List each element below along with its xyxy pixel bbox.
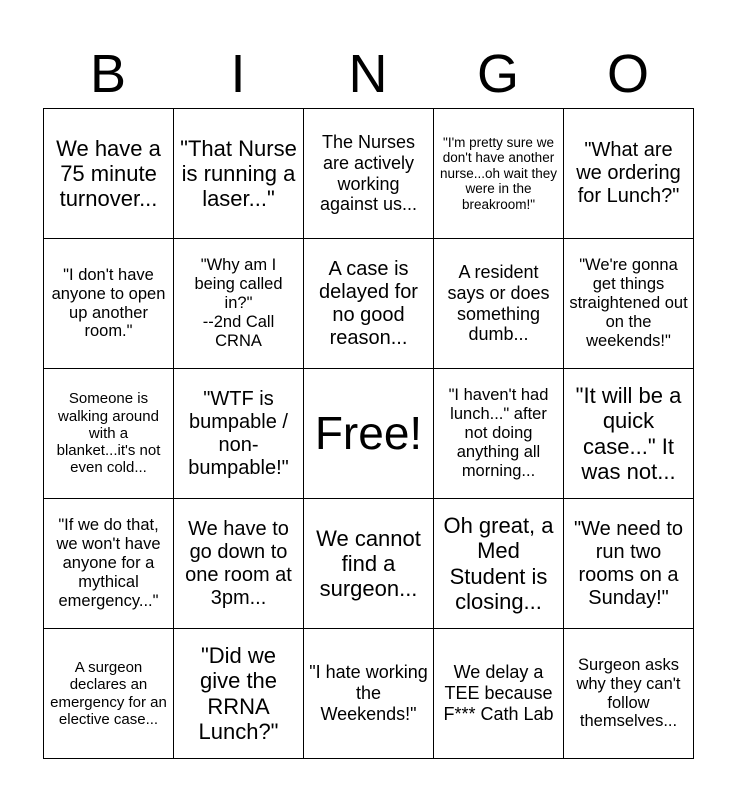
- bingo-cell-text: "Why am I being called in?" --2nd Call CRNA: [194, 256, 283, 350]
- bingo-cell-text: "What are we ordering for Lunch?": [576, 139, 681, 207]
- bingo-cell-text: A resident says or does something dumb...: [447, 262, 550, 345]
- bingo-cell[interactable]: [44, 239, 174, 369]
- bingo-cell-text: "WTF is bumpable / non-bumpable!": [188, 387, 289, 479]
- bingo-cell-text: "I hate working the Weekends!": [309, 662, 428, 724]
- bingo-cell[interactable]: [564, 239, 694, 369]
- bingo-cell[interactable]: [434, 369, 564, 499]
- bingo-cell-text: We have to go down to one room at 3pm...: [185, 517, 292, 609]
- bingo-header: [43, 40, 693, 108]
- bingo-row-4: [44, 499, 694, 629]
- bingo-cell[interactable]: [174, 369, 304, 499]
- bingo-cell-text: "Did we give the RRNA Lunch?": [198, 642, 279, 744]
- bingo-cell-text: Oh great, a Med Student is closing...: [443, 512, 554, 614]
- bingo-cell[interactable]: [434, 239, 564, 369]
- bingo-cell-text: The Nurses are actively working against us...: [319, 132, 418, 215]
- bingo-cell-text: We have a 75 minute turnover...: [56, 135, 161, 212]
- bingo-cell-text: We delay a TEE because F*** Cath Lab: [443, 662, 554, 724]
- header-letter-b: B: [89, 44, 127, 104]
- header-letter-i: I: [230, 44, 246, 104]
- bingo-row-1: [44, 109, 694, 239]
- bingo-cell-text: Surgeon asks why they can't follow themselves...: [576, 655, 681, 731]
- free-space-text: Free!: [314, 407, 423, 460]
- bingo-cell-text: "We're gonna get things straightened out on the weekends!": [569, 256, 688, 350]
- bingo-cell[interactable]: [304, 499, 434, 629]
- bingo-cell-text: "We need to run two rooms on a Sunday!": [573, 517, 684, 609]
- bingo-cell-text: "I'm pretty sure we don't have another nurse...oh wait they were in the breakroom!": [439, 134, 558, 212]
- bingo-card: [43, 108, 694, 759]
- bingo-cell[interactable]: [44, 499, 174, 629]
- bingo-cell[interactable]: [174, 629, 304, 759]
- bingo-cell-text: "That Nurse is running a laser...": [180, 135, 297, 212]
- bingo-cell-text: "I don't have anyone to open up another room.": [51, 265, 166, 341]
- bingo-row-2: [44, 239, 694, 369]
- bingo-cell[interactable]: [174, 499, 304, 629]
- bingo-cell[interactable]: [304, 109, 434, 239]
- bingo-cell[interactable]: [174, 239, 304, 369]
- header-letter-n: N: [348, 44, 388, 104]
- bingo-cell[interactable]: [434, 629, 564, 759]
- bingo-cell-text: "It will be a quick case..." It was not...: [575, 382, 682, 484]
- bingo-cell[interactable]: [44, 369, 174, 499]
- bingo-cell[interactable]: [434, 499, 564, 629]
- bingo-cell[interactable]: [564, 109, 694, 239]
- bingo-cell[interactable]: [304, 629, 434, 759]
- bingo-cell-text: We cannot find a surgeon...: [316, 525, 421, 602]
- bingo-cell[interactable]: [564, 629, 694, 759]
- bingo-row-5: [44, 629, 694, 759]
- bingo-cell-text: "If we do that, we won't have anyone for a mythical emergency...": [56, 516, 161, 610]
- header-letter-o: O: [606, 44, 649, 104]
- bingo-cell[interactable]: [564, 499, 694, 629]
- bingo-cell-text: A surgeon declares an emergency for an elective case...: [50, 659, 167, 728]
- bingo-cell[interactable]: [44, 109, 174, 239]
- bingo-cell[interactable]: [174, 109, 304, 239]
- bingo-cell-text: A case is delayed for no good reason...: [319, 257, 418, 349]
- header-letter-g: G: [476, 44, 519, 104]
- bingo-cell-text: "I haven't had lunch..." after not doing anything all morning...: [448, 386, 549, 480]
- bingo-cell[interactable]: [564, 369, 694, 499]
- free-space[interactable]: [304, 369, 434, 499]
- bingo-cell-text: Someone is walking around with a blanket...it's not even cold...: [56, 390, 161, 477]
- bingo-cell[interactable]: [304, 239, 434, 369]
- bingo-row-3: [44, 369, 694, 499]
- bingo-cell[interactable]: [44, 629, 174, 759]
- bingo-cell[interactable]: [434, 109, 564, 239]
